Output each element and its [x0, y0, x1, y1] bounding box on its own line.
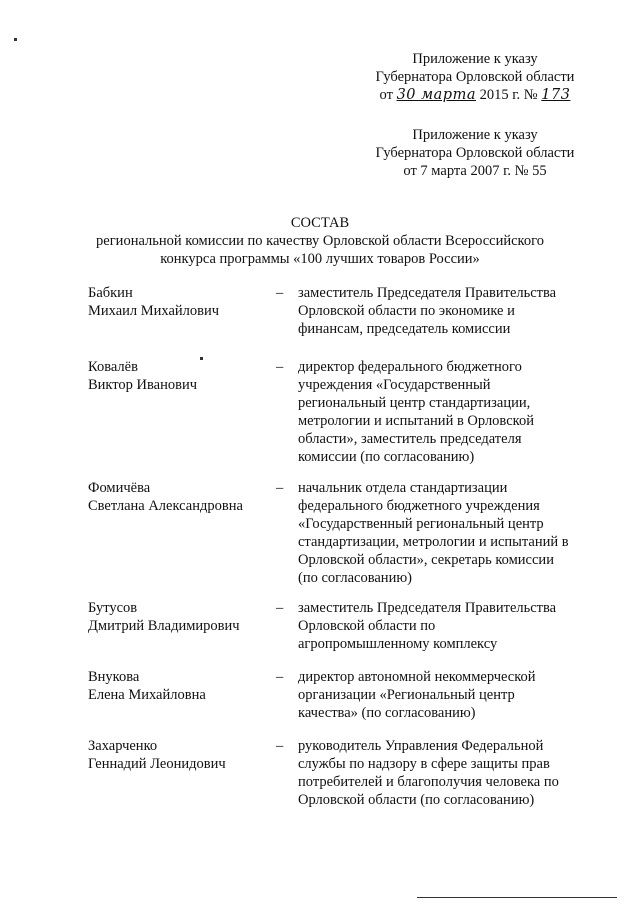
- member-dash: –: [276, 600, 284, 616]
- footer-rule: [417, 897, 617, 898]
- member-row: [88, 737, 588, 827]
- member-role: заместитель Председателя Правительства Орловской области по агропромышленному комплексу: [298, 600, 557, 652]
- member-role: директор автономной некоммерческой организации «Региональный центр качества» (по согласованию): [298, 669, 536, 721]
- member-given-names: Михаил Михайлович: [88, 303, 220, 319]
- appendix-header-current: [360, 50, 590, 104]
- member-name: [88, 599, 276, 635]
- commission-members-list: [88, 284, 588, 827]
- member-given-names: Геннадий Леонидович: [88, 756, 226, 772]
- member-row: [88, 358, 588, 479]
- appendix-header-original: [360, 126, 590, 180]
- document-title: СОСТАВ: [290, 215, 350, 231]
- member-role: заместитель Председателя Правительства Орловской области по экономике и финансам, председатель комиссии: [298, 285, 557, 337]
- member-given-names: Елена Михайловна: [88, 687, 206, 703]
- appendix-date-line: [360, 86, 590, 104]
- document-subtitle-line-1: региональной комиссии по качеству Орловской области Всероссийского: [96, 233, 544, 249]
- member-surname: Внукова: [88, 669, 140, 685]
- member-dash: –: [276, 738, 284, 754]
- member-row: [88, 668, 588, 737]
- member-surname: Ковалёв: [88, 359, 138, 375]
- scan-speck: [14, 38, 17, 41]
- appendix-line-1: Приложение к указу: [412, 51, 538, 67]
- member-dash: –: [276, 285, 284, 301]
- member-surname: Фомичёва: [88, 480, 151, 496]
- member-row: [88, 599, 588, 668]
- date-year: 2015 г. №: [479, 87, 538, 103]
- appendix-original-line-1: Приложение к указу: [412, 127, 538, 143]
- member-surname: Захарченко: [88, 738, 158, 754]
- member-surname: Бутусов: [88, 600, 138, 616]
- member-dash: –: [276, 480, 284, 496]
- handwritten-date: 30 марта: [396, 87, 476, 103]
- member-given-names: Виктор Иванович: [88, 377, 198, 393]
- member-surname: Бабкин: [88, 285, 133, 301]
- member-row: [88, 479, 588, 599]
- document-heading: [80, 214, 560, 268]
- date-prefix: от: [379, 87, 393, 103]
- handwritten-number: 173: [541, 87, 571, 103]
- member-name: [88, 284, 276, 320]
- appendix-original-line-3: от 7 марта 2007 г. № 55: [403, 163, 547, 179]
- member-role: начальник отдела стандартизации федерального бюджетного учреждения «Государственный региональный центр стандартизации, метрологии и испытаний в Орловской области», секретарь комиссии (по согласованию): [298, 480, 569, 586]
- member-name: [88, 479, 276, 515]
- member-row: [88, 284, 588, 358]
- member-given-names: Дмитрий Владимирович: [88, 618, 240, 634]
- member-given-names: Светлана Александровна: [88, 498, 243, 514]
- member-name: [88, 668, 276, 704]
- appendix-line-2: Губернатора Орловской области: [375, 69, 575, 85]
- member-name: [88, 737, 276, 773]
- member-dash: –: [276, 359, 284, 375]
- member-role: руководитель Управления Федеральной службы по надзору в сфере защиты прав потребителей и благополучия человека по Орловской области (по согласованию): [298, 738, 559, 808]
- member-dash: –: [276, 669, 284, 685]
- document-subtitle-line-2: конкурса программы «100 лучших товаров России»: [160, 251, 480, 267]
- scan-speck: [200, 357, 203, 360]
- member-name: [88, 358, 276, 394]
- appendix-original-line-2: Губернатора Орловской области: [375, 145, 575, 161]
- member-role: директор федерального бюджетного учреждения «Государственный региональный центр стандартизации, метрологии и испытаний в Орловской области», заместитель председателя комиссии (по согласованию): [298, 359, 534, 465]
